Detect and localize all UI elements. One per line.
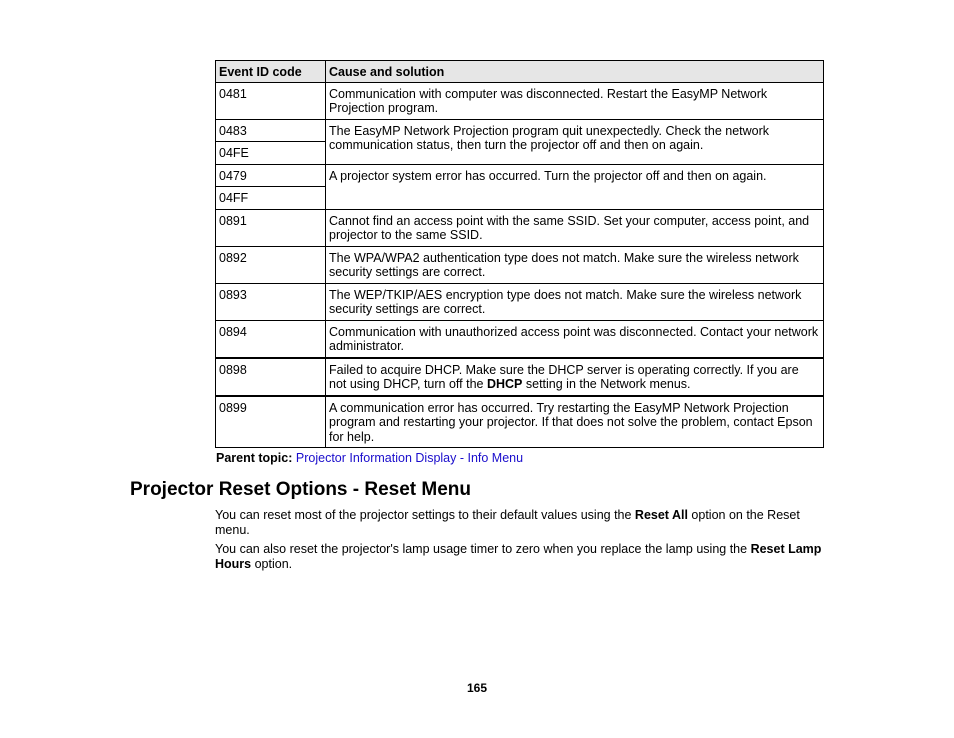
table-row bbox=[216, 164, 824, 187]
event-cause: The WEP/TKIP/AES encryption type does not match. Make sure the wireless network security settings are correct. bbox=[326, 283, 824, 320]
table-row bbox=[216, 358, 824, 396]
event-cause bbox=[326, 358, 824, 396]
event-code: 0898 bbox=[216, 358, 326, 396]
event-cause: Communication with computer was disconnected. Restart the EasyMP Network Projection program. bbox=[326, 82, 824, 119]
page-number: 165 bbox=[466, 681, 488, 695]
event-code: 0893 bbox=[216, 283, 326, 320]
section-title: Projector Reset Options - Reset Menu bbox=[130, 479, 472, 500]
column-header-event-id: Event ID code bbox=[216, 61, 326, 83]
cause-text: Failed to acquire DHCP. Make sure the DHCP server is operating correctly. If you are not using DHCP, turn off the bbox=[329, 362, 799, 391]
parent-topic bbox=[216, 451, 523, 465]
event-cause: A communication error has occurred. Try restarting the EasyMP Network Projection program and restarting your projector. If that does not solve the problem, contact Epson for help. bbox=[326, 396, 824, 448]
table-row bbox=[216, 283, 824, 320]
event-cause: Communication with unauthorized access point was disconnected. Contact your network administrator. bbox=[326, 320, 824, 358]
event-code: 04FF bbox=[216, 187, 326, 210]
event-code: 0481 bbox=[216, 82, 326, 119]
event-code: 0899 bbox=[216, 396, 326, 448]
cause-text: setting in the Network menus. bbox=[522, 377, 691, 391]
reset-all-paragraph bbox=[215, 508, 825, 537]
reset-lamp-hours-option-name: Reset Lamp Hours bbox=[215, 542, 822, 571]
reset-all-option-name: Reset All bbox=[634, 508, 688, 522]
event-code: 0483 bbox=[216, 119, 326, 142]
paragraph-text: option. bbox=[251, 556, 293, 571]
event-code: 0892 bbox=[216, 246, 326, 283]
table-row bbox=[216, 82, 824, 119]
table-row bbox=[216, 246, 824, 283]
parent-topic-link[interactable]: Projector Information Display - Info Menu bbox=[295, 451, 524, 465]
dhcp-setting-name: DHCP bbox=[486, 377, 523, 391]
table-row bbox=[216, 119, 824, 142]
event-code: 0891 bbox=[216, 209, 326, 246]
paragraph-text: option on the Reset menu. bbox=[215, 508, 800, 537]
paragraph-text: You can also reset the projector's lamp usage timer to zero when you replace the lamp using the bbox=[215, 542, 751, 556]
table-header-row bbox=[216, 61, 824, 83]
column-header-cause: Cause and solution bbox=[326, 61, 824, 83]
event-cause: Cannot find an access point with the same SSID. Set your computer, access point, and projector to the same SSID. bbox=[326, 209, 824, 246]
event-id-table bbox=[215, 60, 824, 448]
table-row bbox=[216, 209, 824, 246]
event-cause: The EasyMP Network Projection program quit unexpectedly. Check the network communication status, then turn the projector off and then on again. bbox=[326, 119, 824, 164]
event-code: 0479 bbox=[216, 164, 326, 187]
event-cause: A projector system error has occurred. Turn the projector off and then on again. bbox=[326, 164, 824, 209]
table-row bbox=[216, 320, 824, 358]
paragraph-text: You can reset most of the projector settings to their default values using the bbox=[215, 508, 635, 522]
event-code: 0894 bbox=[216, 320, 326, 358]
table-row bbox=[216, 396, 824, 448]
event-code: 04FE bbox=[216, 142, 326, 165]
event-cause: The WPA/WPA2 authentication type does not match. Make sure the wireless network security settings are correct. bbox=[326, 246, 824, 283]
parent-topic-label: Parent topic: bbox=[216, 451, 293, 465]
reset-lamp-paragraph bbox=[215, 542, 825, 571]
